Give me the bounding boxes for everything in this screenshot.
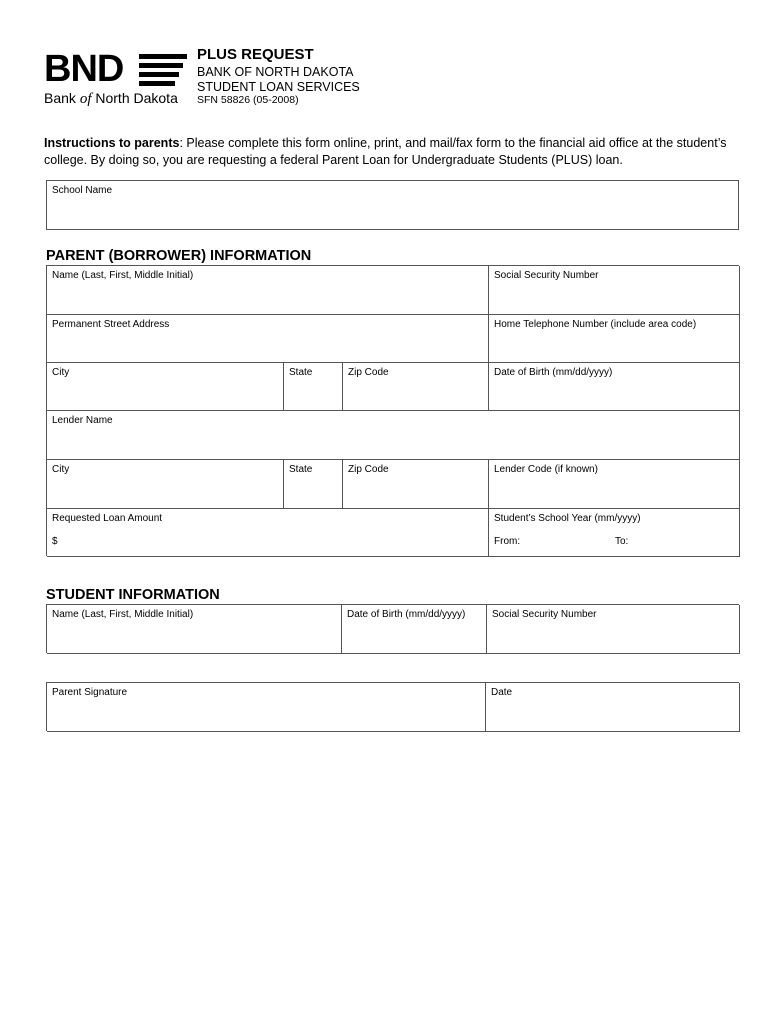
lender-name-label: Lender Name xyxy=(52,415,113,426)
instructions: Instructions to parents: Please complete this form online, print, and mail/fax form to the financial aid office at the student’s college. By doing so, you are requesting a federal Parent Loan for Undergraduate Students (PLUS) loan. xyxy=(44,136,727,167)
parent-name-field[interactable] xyxy=(47,266,489,315)
student-ssn-label: Social Security Number xyxy=(492,609,597,620)
lender-zip-field[interactable] xyxy=(343,460,489,509)
form-title: PLUS REQUEST xyxy=(197,46,314,63)
loan-amount-label: Requested Loan Amount xyxy=(52,513,163,524)
parent-zip-label: Zip Code xyxy=(348,367,389,378)
parent-city-field[interactable] xyxy=(47,363,284,411)
lender-code-label: Lender Code (if known) xyxy=(494,464,598,475)
school-year-from-label: From: xyxy=(494,536,521,547)
parent-phone-field[interactable] xyxy=(489,315,740,363)
parent-ssn-field[interactable] xyxy=(489,266,740,315)
form-number: SFN 58826 (05-2008) xyxy=(197,94,299,106)
signature-date-label: Date xyxy=(491,687,513,698)
school-name-label: School Name xyxy=(52,185,113,196)
student-ssn-field[interactable] xyxy=(487,605,740,654)
loan-amount-field[interactable] xyxy=(47,509,489,557)
parent-city-label: City xyxy=(52,367,70,378)
signature-grid xyxy=(46,682,739,731)
parent-zip-field[interactable] xyxy=(343,363,489,411)
lender-state-label: State xyxy=(289,464,313,475)
student-info-grid xyxy=(46,604,739,653)
parent-phone-label: Home Telephone Number (include area code) xyxy=(494,319,697,330)
parent-section-heading: PARENT (BORROWER) INFORMATION xyxy=(46,248,312,264)
school-year-field[interactable] xyxy=(489,509,740,557)
school-year-label: Student’s School Year (mm/yyyy) xyxy=(494,513,641,524)
parent-name-label: Name (Last, First, Middle Initial) xyxy=(52,270,194,281)
bnd-logo-letters: BND xyxy=(44,48,124,90)
bnd-logo-bars-icon xyxy=(139,54,187,88)
student-dob-field[interactable] xyxy=(342,605,487,654)
parent-dob-label: Date of Birth (mm/dd/yyyy) xyxy=(494,367,613,378)
org-name: BANK OF NORTH DAKOTA xyxy=(197,65,354,79)
dept-name: STUDENT LOAN SERVICES xyxy=(197,80,360,94)
parent-state-field[interactable] xyxy=(284,363,343,411)
parent-address-label: Permanent Street Address xyxy=(52,319,170,330)
student-section-heading: STUDENT INFORMATION xyxy=(46,587,220,603)
lender-zip-label: Zip Code xyxy=(348,464,389,475)
lender-city-label: City xyxy=(52,464,70,475)
student-name-label: Name (Last, First, Middle Initial) xyxy=(52,609,194,620)
lender-city-field[interactable] xyxy=(47,460,284,509)
school-name-field[interactable] xyxy=(46,180,739,230)
parent-ssn-label: Social Security Number xyxy=(494,270,599,281)
parent-state-label: State xyxy=(289,367,313,378)
lender-state-field[interactable] xyxy=(284,460,343,509)
student-dob-label: Date of Birth (mm/dd/yyyy) xyxy=(347,609,466,620)
bnd-logo-subtitle: Bank of North Dakota xyxy=(44,90,178,107)
school-year-to-label: To: xyxy=(615,536,629,547)
parent-address-field[interactable] xyxy=(47,315,489,363)
signature-date-field[interactable] xyxy=(486,683,740,732)
parent-info-grid xyxy=(46,265,739,556)
lender-name-field[interactable] xyxy=(47,411,740,460)
parent-signature-label: Parent Signature xyxy=(52,687,128,698)
lender-code-field[interactable] xyxy=(489,460,740,509)
parent-signature-field[interactable] xyxy=(47,683,486,732)
student-name-field[interactable] xyxy=(47,605,342,654)
dollar-sign: $ xyxy=(52,536,58,547)
parent-dob-field[interactable] xyxy=(489,363,740,411)
